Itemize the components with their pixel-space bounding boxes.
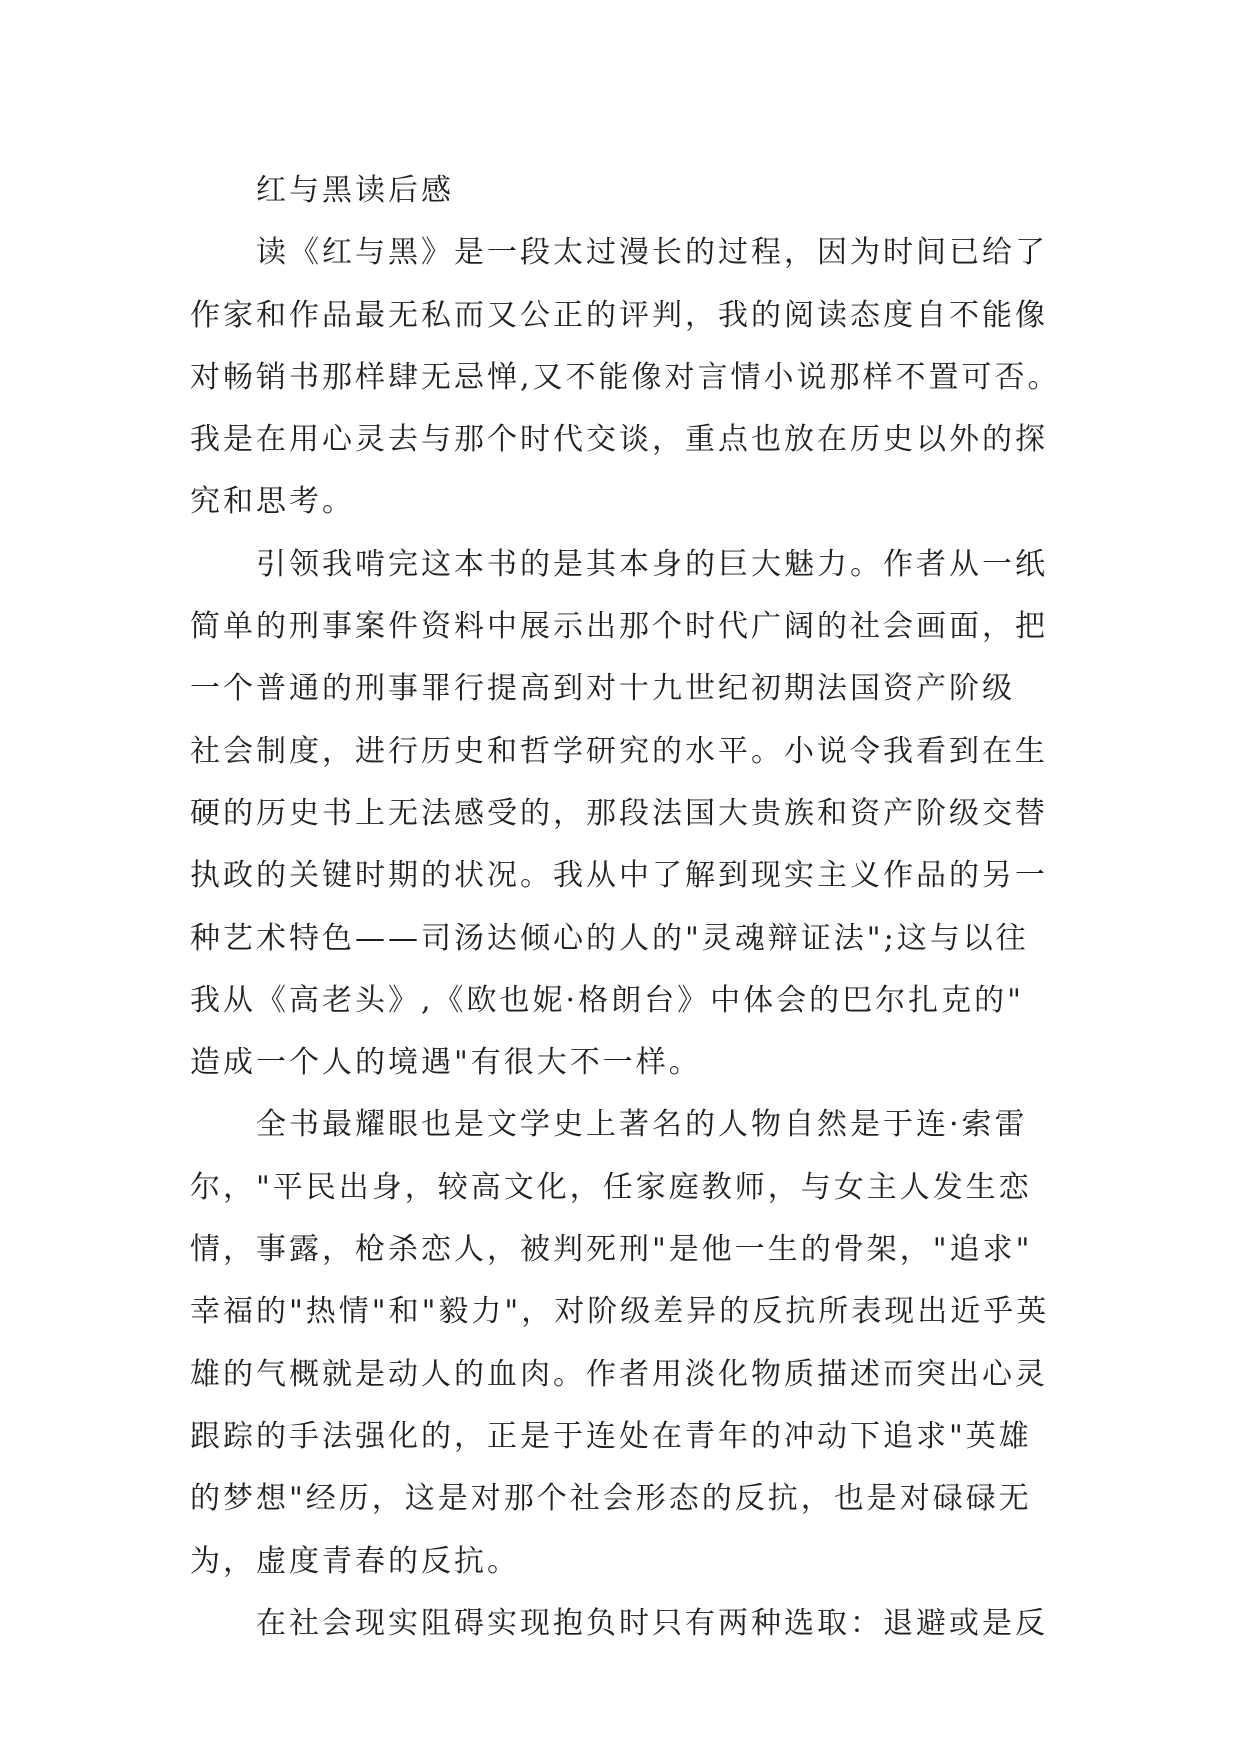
paragraph-line: 为，虚度青春的反抗。	[190, 1543, 520, 1579]
paragraph-line: 社会制度，进行历史和哲学研究的水平。小说令我看到在生	[190, 733, 1048, 769]
paragraph-line: 读《红与黑》是一段太过漫长的过程，因为时间已给了	[256, 235, 1048, 271]
paragraph-line: 雄的气概就是动人的血肉。作者用淡化物质描述而突出心灵	[190, 1356, 1048, 1392]
paragraph-line: 在社会现实阻碍实现抱负时只有两种选取：退避或是反	[256, 1605, 1048, 1641]
paragraph-line: 简单的刑事案件资料中展示出那个时代广阔的社会画面，把	[190, 609, 1048, 645]
document-body	[190, 160, 1061, 1655]
paragraph-line: 造成一个人的境遇"有很大不一样。	[190, 1045, 702, 1081]
paragraph-line: 我从《高老头》,《欧也妮·格朗台》中体会的巴尔扎克的"	[190, 982, 1024, 1018]
paragraph-line: 一个普通的刑事罪行提高到对十九世纪初期法国资产阶级	[190, 671, 1015, 707]
paragraph-2	[190, 534, 1050, 1095]
paragraph-line: 硬的历史书上无法感受的，那段法国大贵族和资产阶级交替	[190, 795, 1048, 831]
paragraph-line: 究和思考。	[190, 484, 355, 520]
document-title: 红与黑读后感	[256, 173, 454, 208]
paragraph-line: 引领我啃完这本书的是其本身的巨大魅力。作者从一纸	[256, 546, 1048, 582]
paragraph-line: 全书最耀眼也是文学史上著名的人物自然是于连·索雷	[256, 1107, 1028, 1143]
paragraph-line: 跟踪的手法强化的，正是于连处在青年的冲动下追求"英雄	[190, 1418, 1032, 1454]
paragraph-3	[190, 1094, 1050, 1592]
paragraph-line: 作家和作品最无私而又公正的评判，我的阅读态度自不能像	[190, 297, 1048, 333]
paragraph-line: 执政的关键时期的状况。我从中了解到现实主义作品的另一	[190, 858, 1048, 894]
paragraph-line: 我是在用心灵去与那个时代交谈，重点也放在历史以外的探	[190, 422, 1048, 458]
paragraph-line: 对畅销书那样肆无忌惮,又不能像对言情小说那样不置可否。	[190, 359, 1061, 395]
paragraph-line: 尔，"平民出身，较高文化，任家庭教师，与女主人发生恋	[190, 1169, 1032, 1205]
paragraph-4	[190, 1593, 1050, 1655]
paragraph-line: 的梦想"经历，这是对那个社会形态的反抗，也是对碌碌无	[190, 1481, 1032, 1517]
paragraph-1	[190, 222, 1061, 533]
paragraph-line: 种艺术特色——司汤达倾心的人的"灵魂辩证法";这与以往	[190, 920, 1029, 956]
paragraph-line: 情，事露，枪杀恋人，被判死刑"是他一生的骨架，"追求"	[190, 1232, 1033, 1268]
paragraph-line: 幸福的"热情"和"毅力"，对阶级差异的反抗所表现出近乎英	[190, 1294, 1050, 1330]
